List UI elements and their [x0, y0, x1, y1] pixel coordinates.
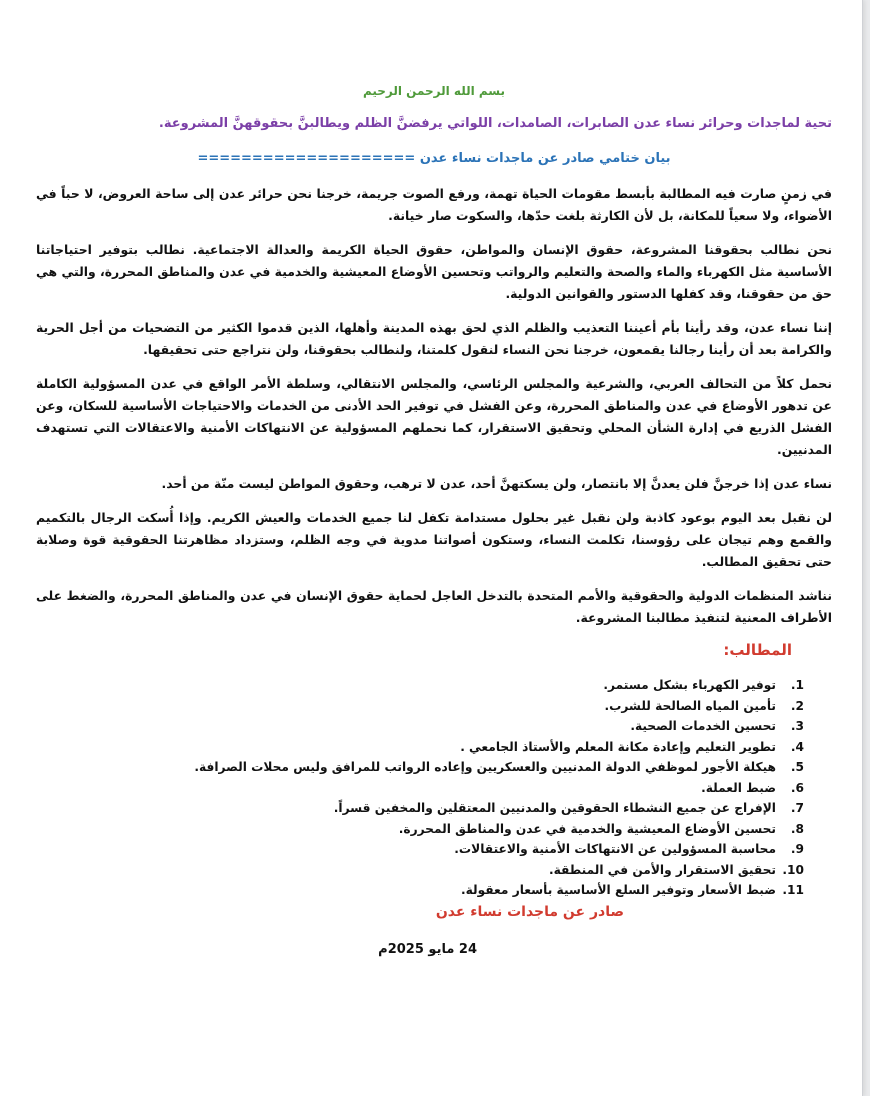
demand-text: ضبط الأسعار وتوفير السلع الأساسية بأسعار معقولة.: [461, 883, 776, 897]
paragraph: إننا نساء عدن، وقد رأينا بأم أعيننا التعذيب والظلم الذي لحق بهذه المدينة وأهلها، الذين قدموا الكثير من التضحيات من أجل الحرية والكرامة بعد أن رأينا رجالنا يقمعون، خرجنا نحن النساء لنقول كلمتنا، ولنطالب بحقوقنا، ولن نتراجع حتى تحقيقها.: [36, 320, 832, 357]
demand-number: 10.: [782, 862, 804, 877]
demand-number: 3.: [790, 719, 804, 733]
paragraph: نحمل كلاً من التحالف العربي، والشرعية والمجلس الرئاسي، والمجلس الانتقالي، وسلطة الأمر الواقع في عدن المسؤولية الكاملة عن تدهور الأوضاع في عدن والمناطق المحررة، وعن الفشل في توفير الحد الأدنى من الخدمات والاحتياجات الأساسية للسكان، وعن الفشل الذريع في إدارة الشأن المحلي وتحقيق الاستقرار، كما نحملهم المسؤولية عن الانتهاكات الأمنية والاعتقالات التي تستهدف المدنيين.: [36, 376, 832, 457]
demand-text: تحقيق الاستقرار والأمن في المنطقة.: [548, 862, 776, 877]
demand-text: توفير الكهرباء بشكل مستمر.: [603, 678, 776, 692]
demands-list: [36, 675, 832, 900]
demand-item: [36, 737, 804, 757]
demand-text: تطوير التعليم وإعادة مكانة المعلم والأستاذ الجامعي .: [460, 739, 776, 754]
document-date: 24 مايو 2025م: [378, 942, 477, 957]
demand-text: تأمين المياه الصالحة للشرب.: [604, 698, 776, 713]
paragraph: في زمنٍ صارت فيه المطالبة بأبسط مقومات الحياة تهمة، ورفع الصوت جريمة، خرجنا نحن حرائر عدن إلى ساحة العروض، لا حباً في الأضواء، ولا سعياً للمكانة، بل لأن الكارثة بلغت حدّها، والسكوت صار خيانة.: [36, 186, 832, 223]
demand-text: محاسبة المسؤولين عن الانتهاكات الأمنية والاعتقالات.: [454, 842, 776, 856]
demand-text: تحسين الأوضاع المعيشية والخدمية في عدن والمناطق المحررة.: [398, 821, 776, 836]
demand-item: [36, 757, 804, 777]
demand-text: ضبط العملة.: [701, 780, 776, 795]
demand-number: 7.: [790, 801, 804, 815]
statement-title: بيان ختامي صادر عن ماجدات نساء عدن ====================: [197, 151, 671, 166]
demand-text: الإفراج عن جميع النشطاء الحقوقين والمدنيين المعتقلين والمخفين قسراً.: [333, 801, 776, 815]
demand-item: [36, 716, 804, 736]
demands-heading: المطالب:: [723, 641, 792, 659]
paragraph: نحن نطالب بحقوقنا المشروعة، حقوق الإنسان والمواطن، حقوق الحياة الكريمة والعدالة الاجتماعية. نطالب بتوفير احتياجاتنا الأساسية مثل الكهرباء والماء والصحة والتعليم والرواتب وتحسين الأوضاع المعيشية والخدمية في عدن والمناطق المحررة، والتي هي حق من حقوقنا، وقد كفلها الدستور والقوانين الدولية.: [36, 242, 832, 301]
demand-item: [36, 839, 804, 859]
demand-number: 8.: [790, 821, 804, 836]
demand-number: 11.: [782, 883, 804, 897]
demand-item: [36, 778, 804, 798]
demand-item: [36, 798, 804, 818]
issuer-line: صادر عن ماجدات نساء عدن: [435, 904, 624, 920]
demand-number: 4.: [790, 739, 804, 754]
paragraph: نساء عدن إذا خرجنَّ فلن يعدنَّ إلا بانتصار، ولن يسكتهنَّ أحد، عدن لا ترهب، وحقوق المواطن ليست منّة من أحد.: [161, 476, 832, 491]
demand-item: [36, 880, 804, 900]
paragraph: لن نقبل بعد اليوم بوعود كاذبة ولن نقبل غير بحلول مستدامة تكفل لنا جميع الخدمات والعيش الكريم. وإذا أُسكت الرجال بالتكميم والقمع وهم تيجان على رؤوسنا، تكلمت النساء، وستكون أصواتنا مدوية في وجه الظلم، وستزداد مظاهرتنا الحقوقية قوة وصلابة حتى تحقيق المطالب.: [36, 510, 832, 569]
demand-item: [36, 675, 804, 695]
demand-text: هيكلة الأجور لموظفي الدولة المدنيين والعسكريين وإعاده الرواتب للمرافق وليس محلات الصرافة.: [194, 760, 776, 774]
demand-item: [36, 696, 804, 716]
paragraph: نناشد المنظمات الدولية والحقوقية والأمم المتحدة بالتدخل العاجل لحماية حقوق الإنسان في عدن والمناطق المحررة، والضغط على الأطراف المعنية لتنفيذ مطالبنا المشروعة.: [36, 588, 832, 625]
demand-number: 2.: [790, 698, 804, 713]
demand-number: 9.: [790, 842, 804, 856]
demand-text: تحسين الخدمات الصحية.: [630, 719, 776, 733]
demand-number: 6.: [790, 780, 804, 795]
demand-number: 5.: [790, 760, 804, 774]
demand-item: [36, 860, 804, 880]
greeting-line: تحية لماجدات وحرائر نساء عدن الصابرات، الصامدات، اللواتي يرفضنَّ الظلم ويطالبنَّ بحقوقهنَّ المشروعة.: [158, 116, 832, 131]
demand-item: [36, 819, 804, 839]
basmala-heading: بسم الله الرحمن الرحيم: [362, 84, 506, 98]
document-content: [36, 84, 832, 957]
demand-number: 1.: [790, 678, 804, 692]
